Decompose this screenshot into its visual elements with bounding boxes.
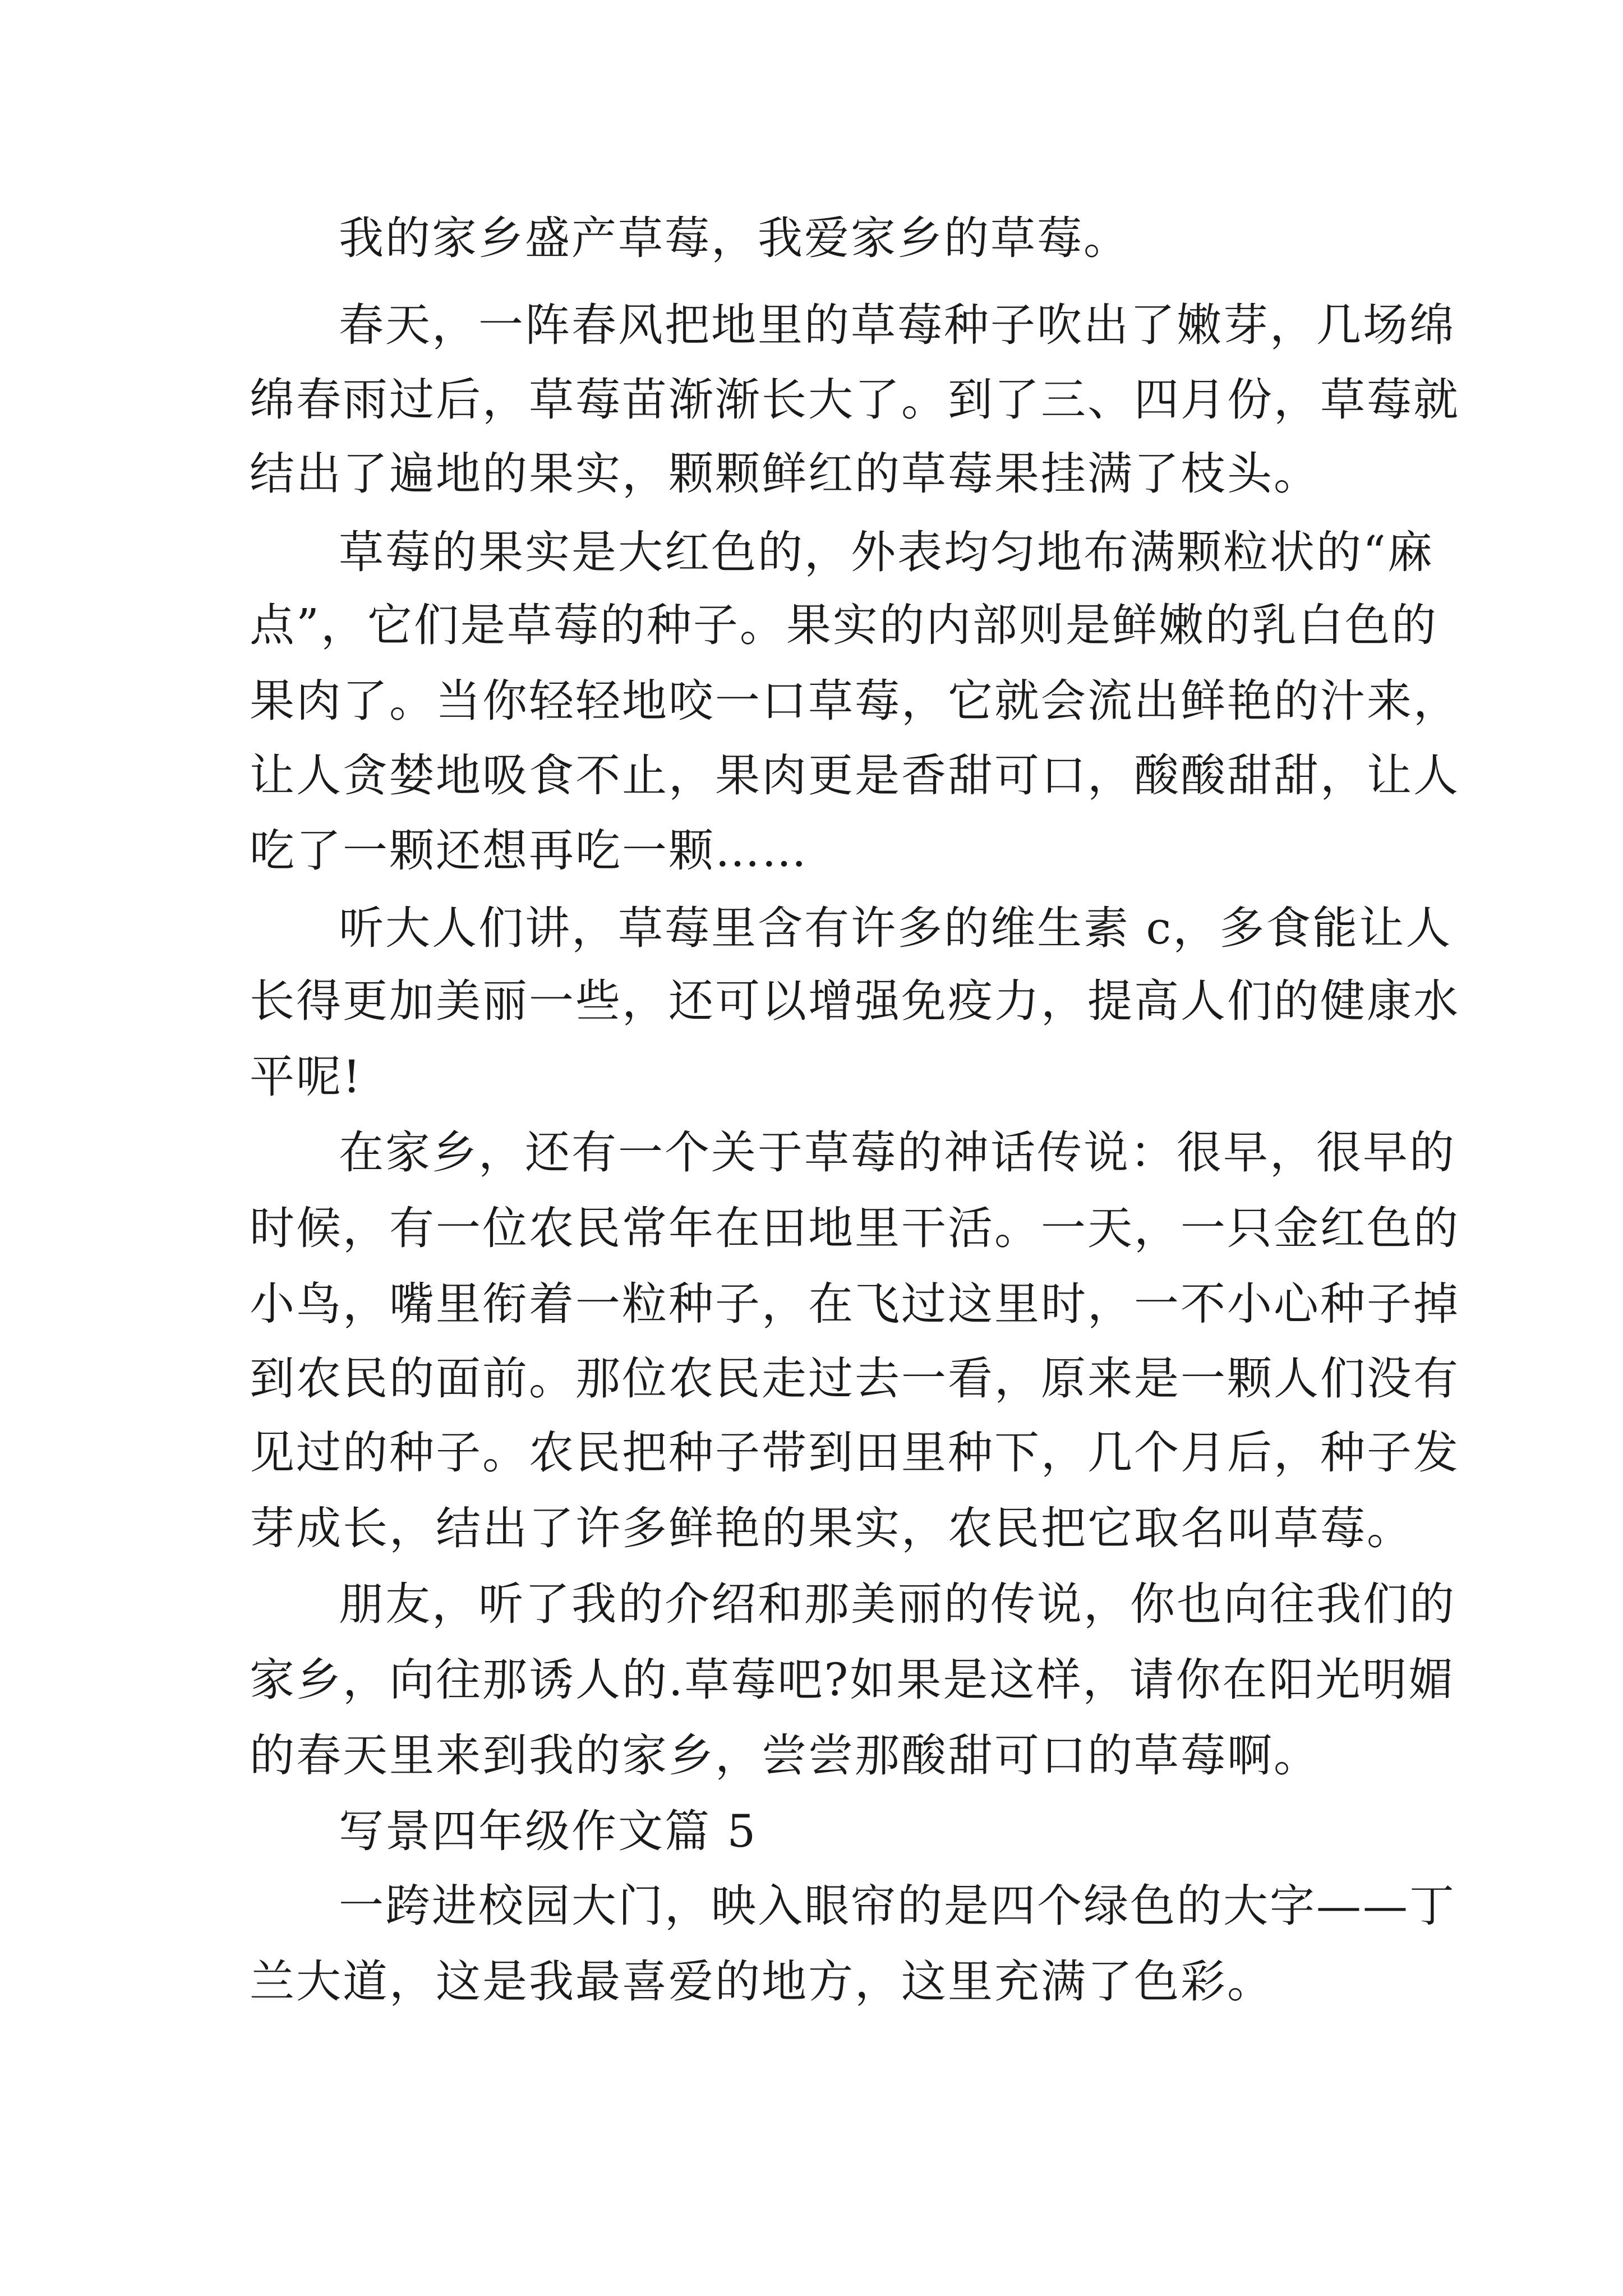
text-line: 小鸟，嘴里衔着一粒种子，在飞过这里时，一不小心种子掉 — [250, 1278, 1460, 1330]
text-line: 春天，一阵春风把地里的草莓种子吹出了嫩芽，几场绵 — [339, 299, 1456, 351]
text-line: 一跨进校园大门，映入眼帘的是四个绿色的大字——丁 — [339, 1880, 1456, 1932]
text-line: 到农民的面前。那位农民走过去一看，原来是一颗人们没有 — [250, 1352, 1460, 1405]
text-line: 吃了一颗还想再吃一颗…… — [250, 825, 808, 877]
text-line: 让人贪婪地吸食不止，果肉更是香甜可口，酸酸甜甜，让人 — [250, 749, 1460, 802]
text-line: 平呢! — [250, 1051, 363, 1103]
text-line: 家乡，向往那诱人的.草莓吧?如果是这样，请你在阳光明媚 — [250, 1654, 1455, 1706]
text-line: 长得更加美丽一些，还可以增强免疫力，提高人们的健康水 — [250, 975, 1460, 1027]
text-line: 绵春雨过后，草莓苗渐渐长大了。到了三、四月份，草莓就 — [250, 374, 1460, 426]
text-line: 听大人们讲，草莓里含有许多的维生素 c，多食能让人 — [339, 902, 1453, 954]
text-line: 在家乡，还有一个关于草莓的神话传说：很早，很早的 — [339, 1126, 1456, 1179]
text-line: 果肉了。当你轻轻地咬一口草莓，它就会流出鲜艳的汁来， — [250, 675, 1460, 727]
text-line: 芽成长，结出了许多鲜艳的果实，农民把它取名叫草莓。 — [250, 1502, 1413, 1554]
section-heading: 写景四年级作文篇 5 — [339, 1805, 758, 1857]
text-line: 结出了遍地的果实，颗颗鲜红的草莓果挂满了枝头。 — [250, 448, 1320, 500]
text-line: 草莓的果实是大红色的，外表均匀地布满颗粒状的“麻 — [339, 526, 1434, 578]
text-line: 兰大道，这是我最喜爱的地方，这里充满了色彩。 — [250, 1955, 1274, 2008]
text-line: 点”，它们是草莓的种子。果实的内部则是鲜嫩的乳白色的 — [250, 599, 1438, 651]
text-line: 朋友，听了我的介绍和那美丽的传说，你也向往我们的 — [339, 1578, 1456, 1630]
text-line: 时候，有一位农民常年在田地里干活。一天，一只金红色的 — [250, 1202, 1460, 1254]
text-line: 我的家乡盛产草莓，我爱家乡的草莓。 — [339, 212, 1130, 264]
text-line: 见过的种子。农民把种子带到田里种下，几个月后，种子发 — [250, 1427, 1460, 1479]
text-line: 的春天里来到我的家乡，尝尝那酸甜可口的草莓啊。 — [250, 1729, 1320, 1782]
